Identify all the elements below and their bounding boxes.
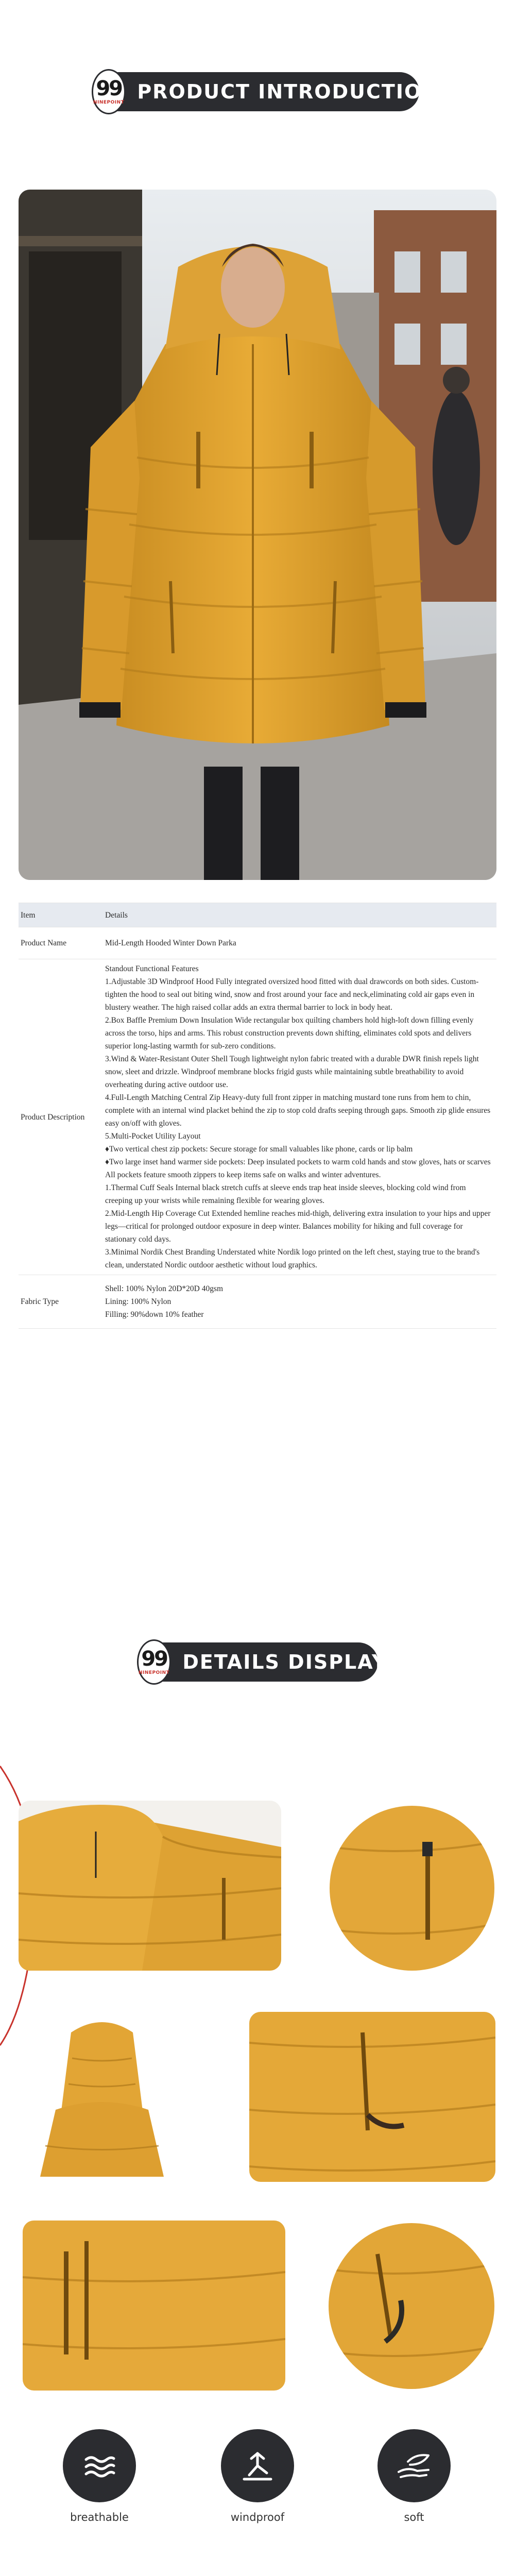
spec-row-fabric-type — [19, 1275, 496, 1329]
detail-photo-chest-pockets — [23, 2221, 285, 2391]
feature-label-soft: soft — [404, 2511, 424, 2523]
fabric-line: Shell: 100% Nylon 20D*20D 40gsm — [105, 1284, 224, 1293]
hood-back-detail-image — [40, 2012, 164, 2177]
brand-logo-number: 99 — [96, 77, 122, 100]
spec-value-fabric-type — [101, 1275, 496, 1329]
chest-zip-detail-image — [330, 1806, 494, 1971]
spec-header-details: Details — [101, 903, 496, 927]
description-line: 1.Thermal Cuff Seals Internal black stretch cuffs at sleeve ends trap heat inside sleeves, blocking cold wind from creeping up your wrists while remaining flexible for wearing gloves. — [105, 1183, 466, 1205]
detail-photo-pocket-round — [329, 2223, 494, 2389]
description-line: ♦Two large inset hand warmer side pockets: Deep insulated pockets to warm cold hands and stow gloves, hats or scarves All pockets feature smooth zippers to keep items safe on walks and winter adventures. — [105, 1158, 491, 1179]
detail-photo-chest-zip — [330, 1806, 494, 1971]
description-line: 2.Mid-Length Hip Coverage Cut Extended hemline reaches mid-thigh, delivering extra insulation to your hips and upper legs—critical for prolonged outdoor exposure in deep winter. Balances mobility for hiking and full coverage for stationary cold days. — [105, 1209, 491, 1244]
fabric-line: Filling: 90%down 10% feather — [105, 1310, 204, 1319]
windproof-icon — [237, 2445, 278, 2486]
detail-photo-hood-back — [40, 2012, 164, 2177]
spec-label-product-description: Product Description — [19, 959, 101, 1275]
spec-table-header-row — [19, 903, 496, 927]
description-line: 4.Full-Length Matching Central Zip Heavy-duty full front zipper in matching mustard tone runs from hem to chin, complete with an internal wind placket behind the zip to stop cold drafts seeping through gaps. Smooth zip glide ensures easy on/off with gloves. — [105, 1093, 491, 1128]
spec-label-product-name: Product Name — [19, 927, 101, 959]
detail-photo-hand-pocket — [249, 2012, 495, 2182]
fabric-line: Lining: 100% Nylon — [105, 1297, 171, 1306]
spec-value-product-name: Mid-Length Hooded Winter Down Parka — [101, 927, 496, 959]
intro-section-header — [93, 72, 440, 111]
model-wearing-parka-image — [19, 190, 496, 880]
wind-waves-icon — [79, 2445, 120, 2486]
feature-soft — [377, 2429, 451, 2502]
details-section-header — [139, 1642, 387, 1682]
brand-logo-number: 99 — [141, 1647, 167, 1671]
feature-breathable — [63, 2429, 136, 2502]
product-spec-table — [19, 903, 496, 1329]
spec-value-product-description — [101, 959, 496, 1275]
brand-logo-text: NINEPOINT — [93, 100, 125, 105]
spec-header-item: Item — [19, 903, 101, 927]
description-line: 5.Multi-Pocket Utility Layout — [105, 1132, 201, 1141]
description-line: Standout Functional Features — [105, 964, 199, 973]
spec-row-product-name — [19, 927, 496, 959]
description-line: 2.Box Baffle Premium Down Insulation Wide rectangular box quilting chambers hold high-loft down filling evenly across the torso, hips and arms. This robust construction prevents down shifting, eliminates cold spots and delivers superior long-lasting warmth for sub-zero conditions. — [105, 1016, 474, 1050]
description-line: ♦Two vertical chest zip pockets: Secure storage for small valuables like phone, cards or lip balm — [105, 1145, 413, 1154]
details-title: DETAILS DISPLAY — [182, 1651, 387, 1673]
spec-label-fabric-type: Fabric Type — [19, 1275, 101, 1329]
detail-photo-hood-closeup — [19, 1801, 281, 1971]
brand-logo — [92, 69, 126, 114]
hood-detail-image — [19, 1801, 281, 1971]
pocket-round-detail-image — [329, 2223, 494, 2389]
brand-logo — [137, 1639, 171, 1685]
hand-pocket-detail-image — [249, 2012, 495, 2182]
spec-row-product-description — [19, 959, 496, 1275]
chest-pockets-detail-image — [23, 2221, 285, 2391]
feature-label-windproof: windproof — [230, 2511, 285, 2523]
brand-logo-text: NINEPOINT — [139, 1670, 170, 1675]
description-line: 3.Wind & Water-Resistant Outer Shell Tough lightweight nylon fabric treated with a durable DWR finish repels light snow, sleet and drizzle. Windproof membrane blocks frigid gusts while maintaining subtle breathability to avoid overheating during active outdoor use. — [105, 1055, 479, 1089]
description-line: 3.Minimal Nordik Chest Branding Understated white Nordik logo printed on the left chest, staying true to the brand's clean, understated Nordic outdoor aesthetic without loud graphics. — [105, 1248, 480, 1269]
hero-product-photo — [19, 190, 496, 880]
feature-windproof — [221, 2429, 294, 2502]
intro-title: PRODUCT INTRODUCTION — [137, 80, 440, 103]
hand-feather-icon — [392, 2444, 436, 2487]
feature-label-breathable: breathable — [70, 2511, 129, 2523]
description-line: 1.Adjustable 3D Windproof Hood Fully integrated oversized hood fitted with dual drawcords on both sides. Custom-tighten the hood to seal out biting wind, snow and frost around your face and neck,eliminating cold air gaps even in blustery weather. The high raised collar adds an extra thermal barrier to lock in body heat. — [105, 977, 479, 1012]
